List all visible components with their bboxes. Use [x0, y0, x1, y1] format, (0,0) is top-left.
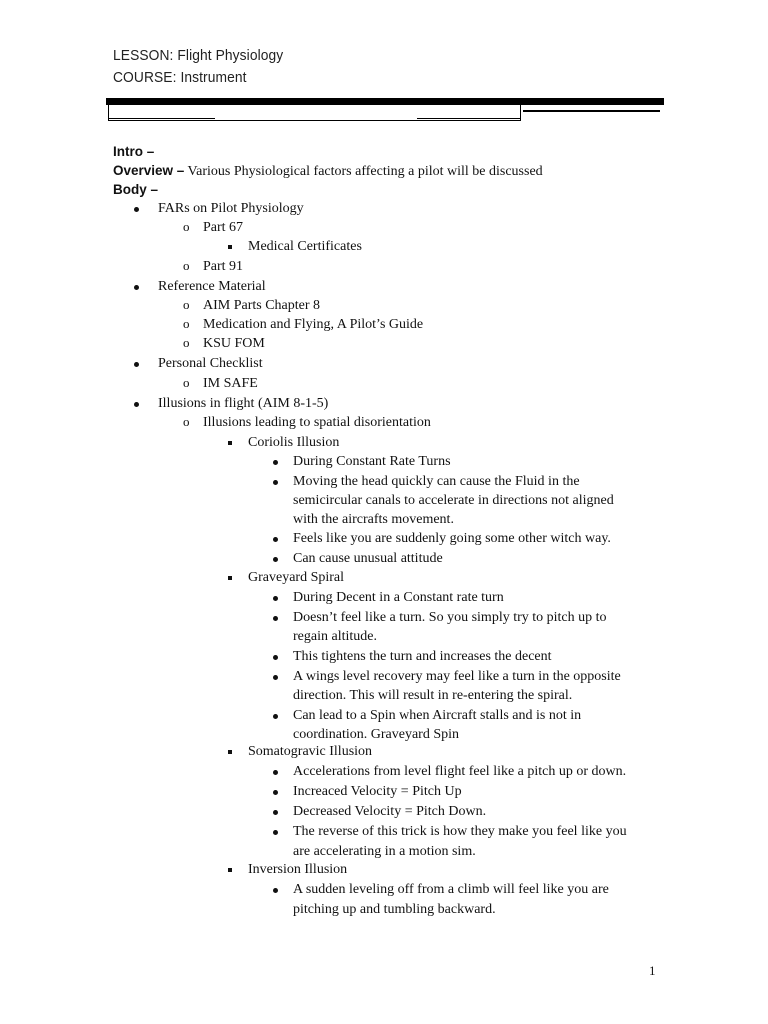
list-item: Somatogravic Illusion [248, 744, 373, 759]
circle-bullet-icon: o [183, 335, 190, 350]
list-item: Illusions in flight (AIM 8-1-5) [158, 396, 329, 411]
bullet-icon [134, 362, 139, 367]
circle-bullet-icon: o [183, 316, 190, 331]
circle-bullet-icon: o [183, 219, 190, 234]
list-item: FARs on Pilot Physiology [158, 201, 304, 216]
list-item: KSU FOM [203, 336, 265, 351]
page-number: 1 [649, 963, 656, 978]
bullet-icon [273, 714, 278, 719]
bullet-icon [273, 830, 278, 835]
list-item: Moving the head quickly can cause the Fluid in the [293, 474, 580, 489]
list-item: Part 91 [203, 259, 244, 274]
overview-label: Overview – [113, 163, 185, 178]
bullet-icon [273, 655, 278, 660]
list-item: regain altitude. [293, 629, 377, 644]
bullet-icon [273, 888, 278, 893]
circle-bullet-icon: o [183, 375, 190, 390]
square-bullet-icon [228, 441, 232, 445]
list-item: Feels like you are suddenly going some other witch way. [293, 531, 611, 546]
list-item: Inversion Illusion [248, 862, 348, 877]
course-title: COURSE: Instrument [113, 69, 247, 86]
bullet-icon [273, 770, 278, 775]
list-item: Medical Certificates [248, 239, 362, 254]
circle-bullet-icon: o [183, 258, 190, 273]
bullet-icon [134, 402, 139, 407]
list-item: are accelerating in a motion sim. [293, 844, 476, 859]
list-item: Illusions leading to spatial disorientation [203, 415, 431, 430]
list-item: Reference Material [158, 279, 266, 294]
overview-text: Various Physiological factors affecting a pilot will be discussed [187, 164, 543, 179]
list-item: Coriolis Illusion [248, 435, 340, 450]
list-item: During Decent in a Constant rate turn [293, 590, 504, 605]
bullet-icon [273, 480, 278, 485]
list-item: Personal Checklist [158, 356, 263, 371]
list-item: A wings level recovery may feel like a turn in the opposite [293, 669, 621, 684]
intro-heading: Intro – [113, 144, 155, 159]
list-item: direction. This will result in re-entering the spiral. [293, 688, 573, 703]
list-item: Can cause unusual attitude [293, 551, 443, 566]
list-item: Decreased Velocity = Pitch Down. [293, 804, 487, 819]
lesson-title: LESSON: Flight Physiology [113, 47, 284, 64]
list-item: AIM Parts Chapter 8 [203, 298, 321, 313]
circle-bullet-icon: o [183, 414, 190, 429]
bullet-icon [134, 207, 139, 212]
list-item: A sudden leveling off from a climb will feel like you are [293, 882, 609, 897]
list-item: Graveyard Spiral [248, 570, 345, 585]
list-item: During Constant Rate Turns [293, 454, 451, 469]
square-bullet-icon [228, 868, 232, 872]
bullet-icon [273, 675, 278, 680]
list-item: Part 67 [203, 220, 244, 235]
list-item: Medication and Flying, A Pilot’s Guide [203, 317, 424, 332]
bullet-icon [273, 616, 278, 621]
bullet-icon [134, 285, 139, 290]
list-item: with the aircrafts movement. [293, 512, 454, 527]
list-item: IM SAFE [203, 376, 258, 391]
square-bullet-icon [228, 750, 232, 754]
square-bullet-icon [228, 576, 232, 580]
square-bullet-icon [228, 245, 232, 249]
list-item: The reverse of this trick is how they make you feel like you [293, 824, 627, 839]
body-heading: Body – [113, 182, 159, 197]
bullet-icon [273, 557, 278, 562]
list-item: Accelerations from level flight feel like a pitch up or down. [293, 764, 627, 779]
list-item: Doesn’t feel like a turn. So you simply try to pitch up to [293, 610, 607, 625]
bullet-icon [273, 810, 278, 815]
list-item: pitching up and tumbling backward. [293, 902, 496, 917]
bullet-icon [273, 460, 278, 465]
list-item: Increaced Velocity = Pitch Up [293, 784, 462, 799]
circle-bullet-icon: o [183, 297, 190, 312]
bullet-icon [273, 790, 278, 795]
list-item: coordination. Graveyard Spin [293, 727, 460, 742]
list-item: semicircular canals to accelerate in directions not aligned [293, 493, 614, 508]
list-item: This tightens the turn and increases the decent [293, 649, 552, 664]
bullet-icon [273, 596, 278, 601]
list-item: Can lead to a Spin when Aircraft stalls and is not in [293, 708, 582, 723]
bullet-icon [273, 537, 278, 542]
overview-line [113, 161, 543, 181]
